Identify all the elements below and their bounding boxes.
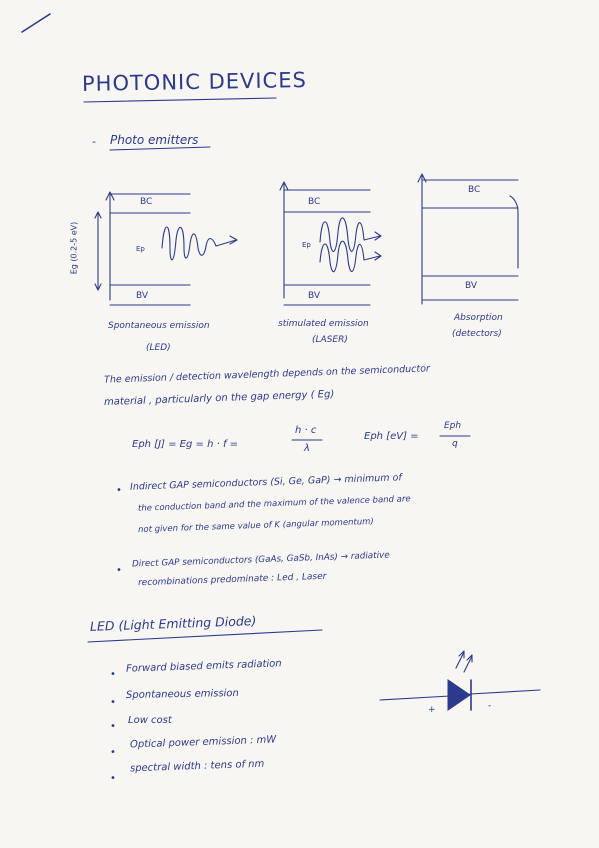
d1-caption-line2: (LED) [146, 343, 171, 353]
bullet1-line2: the conduction band and the maximum of the valence band are [137, 494, 411, 514]
d3-bc-label: BC [468, 185, 481, 195]
d3-caption-line2: (detectors) [452, 329, 502, 339]
d1-ep-label: Ep [136, 245, 145, 253]
d3-caption-line1: Absorption [454, 313, 503, 323]
d1-bc-label: BC [140, 197, 153, 207]
led-diode-symbol [380, 651, 540, 710]
pen-mark [22, 14, 50, 32]
bullet-dot-2: • [116, 565, 122, 576]
led-list-dot-4: • [110, 747, 116, 758]
led-list-item-1: Forward biased emits radiation [125, 658, 282, 675]
photo-emitters-underline [110, 147, 210, 150]
eq2-lhs: Eph [eV] = [364, 431, 419, 442]
page-title: PHOTONIC DEVICES [81, 68, 308, 96]
d2-caption-line1: stimulated emission [278, 319, 369, 329]
led-heading: LED (Light Emitting Diode) [89, 613, 257, 634]
led-list-item-4: Optical power emission : mW [129, 734, 277, 751]
led-list-dot-3: • [110, 721, 116, 732]
d2-ep-label: Ep [302, 241, 311, 249]
paragraph-line2: material , particularly on the gap energy ( Eg) [103, 388, 335, 409]
diode-minus-label: - [488, 701, 492, 711]
d2-bc-label: BC [308, 197, 321, 207]
bullet2-line1: Direct GAP semiconductors (GaAs, GaSb, InAs) → radiative [131, 550, 390, 570]
bullet1-line3: not given for the same value of K (angular momentum) [137, 516, 374, 536]
led-list-dot-5: • [110, 773, 116, 784]
eq2-numerator: Eph [444, 421, 462, 431]
led-list-item-3: Low cost [128, 715, 172, 726]
led-list-dot-2: • [110, 697, 116, 708]
diode-plus-label: + [428, 705, 436, 715]
eq1-lhs: Eph [J] = Eg = h · f = [132, 439, 239, 450]
eq1-numerator: h · c [295, 425, 317, 436]
led-list-dot-1: • [110, 669, 116, 680]
led-list-item-2: Spontaneous emission [125, 688, 239, 701]
paragraph-line1: The emission / detection wavelength depends on the semiconductor [103, 363, 431, 386]
eq1-denominator: λ [304, 443, 310, 454]
d1-eg-axis-label: Eg (0.2-5 eV) [69, 221, 79, 275]
d3-bv-label: BV [465, 281, 478, 291]
diagram-spontaneous-emission [95, 192, 237, 305]
bullet2-line2: recombinations predominate : Led , Laser [137, 571, 327, 589]
photo-emitters-heading: Photo emitters [110, 133, 199, 147]
eq2-denominator: q [452, 439, 458, 449]
photo-emitters-bullet: - [92, 135, 96, 148]
d2-caption-line2: (LASER) [312, 335, 348, 345]
d1-bv-label: BV [136, 291, 149, 301]
d2-bv-label: BV [308, 291, 321, 301]
bullet-dot-1: • [116, 485, 122, 496]
title-underline [84, 98, 276, 102]
d1-caption-line1: Spontaneous emission [108, 321, 210, 331]
led-list-item-5: spectral width : tens of nm [129, 758, 265, 775]
diagram-stimulated-emission [280, 182, 381, 305]
bullet1-line1: Indirect GAP semiconductors (Si, Ge, GaP) → minimum of [129, 472, 402, 493]
